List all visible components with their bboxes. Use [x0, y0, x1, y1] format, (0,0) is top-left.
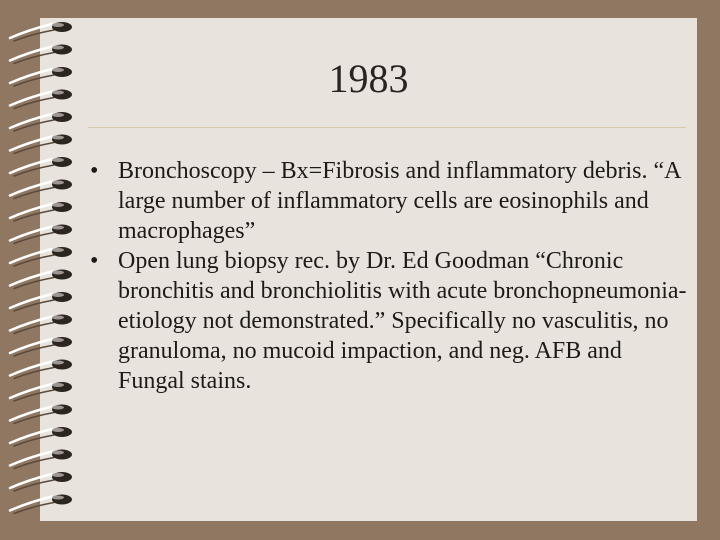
binding-ring — [10, 405, 72, 424]
binding-ring — [10, 382, 72, 401]
bullet-dot: • — [90, 158, 99, 184]
binding-ring — [10, 225, 72, 244]
binding-ring — [10, 135, 72, 154]
binding-ring — [10, 450, 72, 469]
bullet-dot: • — [90, 248, 99, 274]
binding-ring — [10, 202, 72, 221]
title-divider — [88, 127, 686, 128]
binding-ring — [10, 472, 72, 491]
slide-title: 1983 — [328, 56, 409, 101]
binding-ring — [10, 112, 72, 131]
bullet-list — [90, 156, 690, 396]
bullet-text: Bronchoscopy – Bx=Fibrosis and inflammatory debris. “A large number of inflammatory cells are eosinophils and macrophages” — [118, 158, 681, 244]
binding-ring — [10, 157, 72, 176]
binding-ring — [10, 337, 72, 356]
binding-ring — [10, 315, 72, 334]
binding-ring — [10, 360, 72, 379]
bullet-item — [90, 246, 690, 396]
binding-ring — [10, 292, 72, 311]
binding-ring — [10, 270, 72, 289]
binding-ring — [10, 22, 72, 41]
bullet-item — [90, 156, 690, 246]
binding-ring — [10, 495, 72, 514]
binding-ring — [10, 247, 72, 266]
binding-ring — [10, 427, 72, 446]
bullet-text: Open lung biopsy rec. by Dr. Ed Goodman “Chronic bronchitis and bronchiolitis with acute bronchopneumonia-etiology not demonstrated.” Specifically no vasculitis, no granuloma, no mucoid impaction, and neg. AFB and Fungal stains. — [118, 248, 687, 394]
binding-ring — [10, 180, 72, 199]
